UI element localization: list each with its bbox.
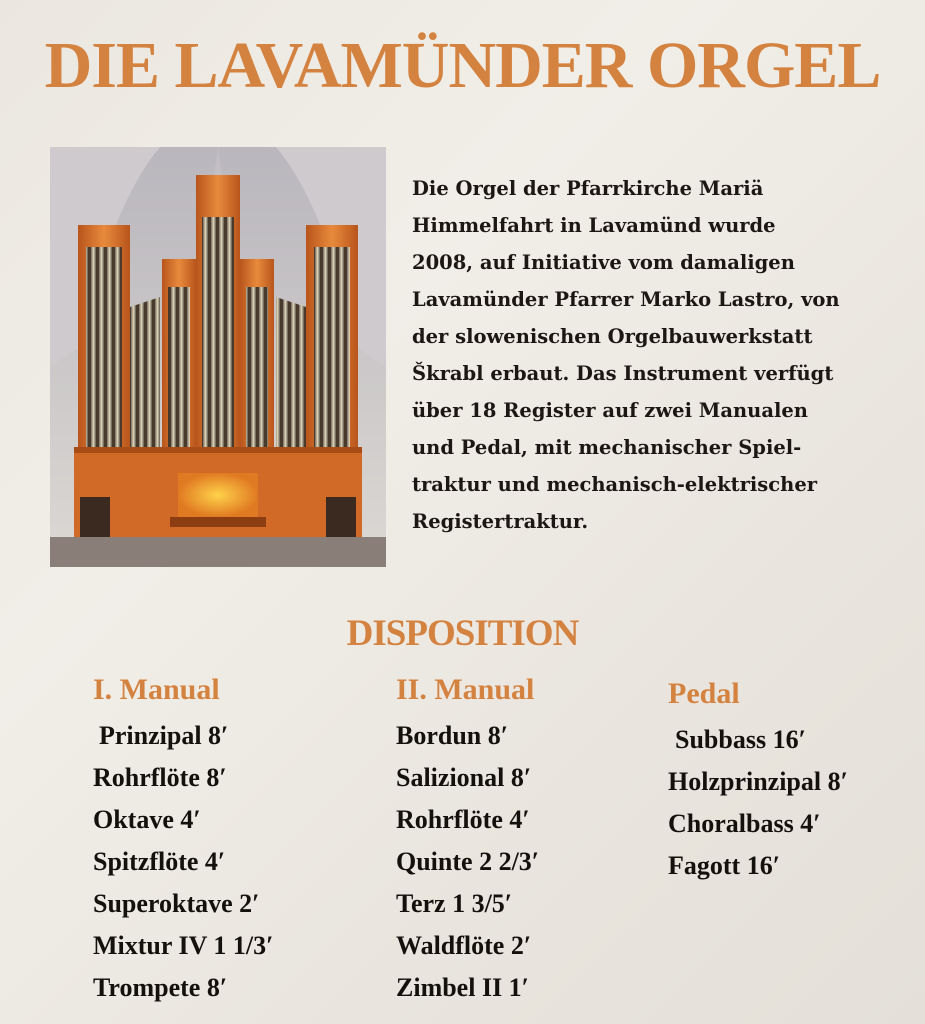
- intro-line: Lavamünder Pfarrer Marko Lastro, von: [412, 288, 840, 311]
- stop-list: [93, 715, 273, 1009]
- stop-item: Superoktave 2′: [93, 889, 260, 918]
- intro-line: Škrabl erbaut. Das Instrument verfügt: [412, 362, 834, 385]
- intro-line: traktur und mechanisch-elektrischer: [412, 473, 818, 496]
- disposition-heading: DISPOSITION: [346, 613, 579, 654]
- intro-line: Himmelfahrt in Lavamünd wurde: [412, 214, 776, 237]
- pedal-column: [668, 677, 848, 887]
- intro-line: der slowenischen Orgelbauwerkstatt: [412, 325, 813, 348]
- stop-item: Bordun 8′: [396, 721, 509, 750]
- stop-item: Salizional 8′: [396, 763, 532, 792]
- stop-item: Mixtur IV 1 1/3′: [93, 931, 274, 960]
- stop-item: Terz 1 3/5′: [396, 889, 513, 918]
- organ-photo: [50, 147, 386, 567]
- manual-1-column: [93, 673, 273, 1009]
- stop-item: Zimbel II 1′: [396, 973, 529, 1002]
- stop-item: Quinte 2 2/3′: [396, 847, 540, 876]
- stop-list: [396, 715, 539, 1009]
- stop-list: [668, 719, 848, 887]
- column-heading: Pedal: [668, 677, 740, 710]
- stop-item: Choralbass 4′: [668, 809, 821, 838]
- manual-2-column: [396, 673, 539, 1009]
- stop-item: Rohrflöte 4′: [396, 805, 530, 834]
- stop-item: Subbass 16′: [675, 725, 806, 754]
- page-title: DIE LAVAMÜNDER ORGEL: [44, 29, 881, 102]
- intro-line: und Pedal, mit mechanischer Spiel-: [412, 436, 802, 459]
- stop-item: Spitzflöte 4′: [93, 847, 226, 876]
- stop-item: Holzprinzipal 8′: [668, 767, 848, 796]
- intro-text: [412, 170, 882, 540]
- column-heading: I. Manual: [93, 673, 220, 706]
- stop-item: Prinzipal 8′: [99, 721, 229, 750]
- stop-item: Waldflöte 2′: [396, 931, 532, 960]
- stop-item: Trompete 8′: [93, 973, 228, 1002]
- organ-illustration: [50, 147, 386, 567]
- intro-line: über 18 Register auf zwei Manualen: [412, 399, 808, 422]
- stop-item: Oktave 4′: [93, 805, 201, 834]
- column-heading: II. Manual: [396, 673, 535, 706]
- stop-item: Rohrflöte 8′: [93, 763, 227, 792]
- intro-line: Die Orgel der Pfarrkirche Mariä: [412, 177, 764, 200]
- stop-item: Fagott 16′: [668, 851, 781, 880]
- intro-line: Registertraktur.: [412, 510, 589, 533]
- intro-line: 2008, auf Initiative vom damaligen: [412, 251, 795, 274]
